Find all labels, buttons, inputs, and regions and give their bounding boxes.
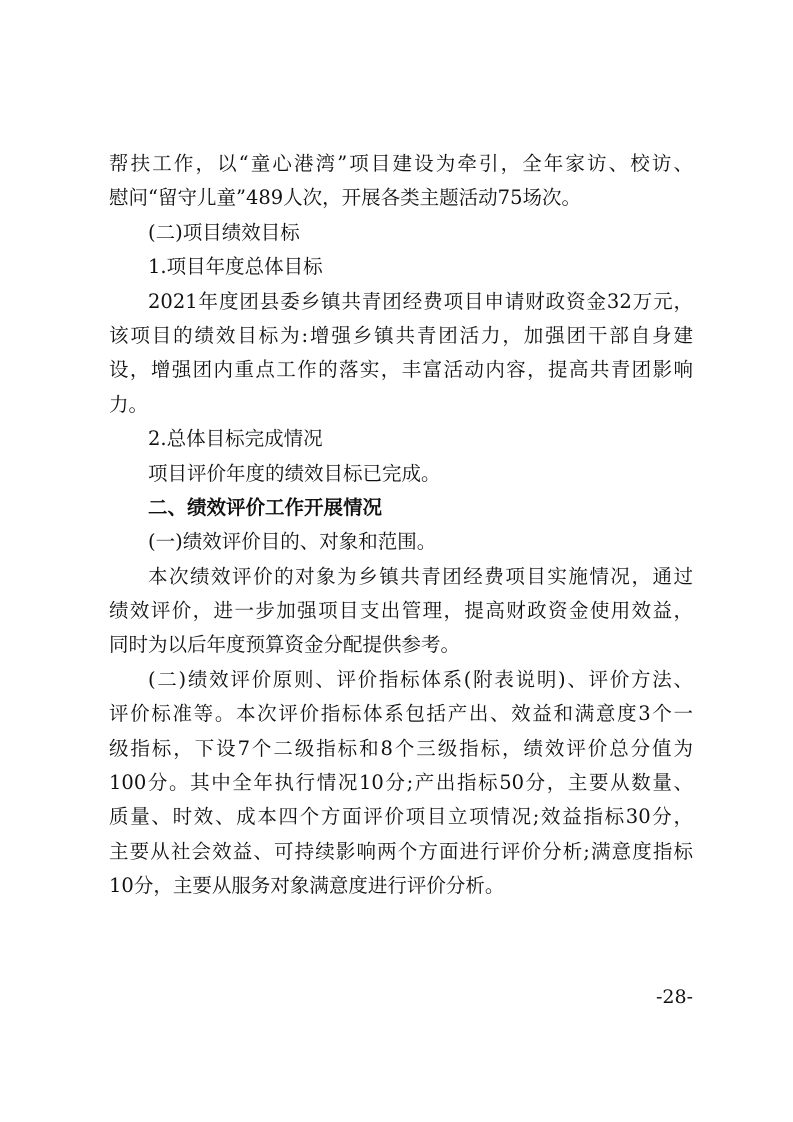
document-body (109, 147, 693, 904)
section-heading: 二、绩效评价工作开展情况 (148, 495, 383, 519)
text-line: 质量、时效、成本四个方面评价项目立项情况;效益指标30分， (109, 805, 693, 829)
text-line: (二)绩效评价原则、评价指标体系(附表说明)、评价方法、 (148, 667, 693, 691)
text-line: 力。 (109, 392, 149, 416)
section-subheading: 2.总体目标完成情况 (148, 427, 323, 451)
section-subheading: 1.项目年度总体目标 (148, 255, 323, 279)
text-line: 10分，主要从服务对象满意度进行评价分析。 (109, 874, 505, 898)
text-line: 2021年度团县委乡镇共青团经费项目申请财政资金32万元， (148, 289, 693, 313)
section-subheading: (二)项目绩效目标 (148, 220, 300, 244)
text-line: 项目评价年度的绩效目标已完成。 (148, 461, 441, 485)
section-subheading: (一)绩效评价目的、对象和范围。 (148, 530, 437, 554)
text-line: 慰问“留守儿童”489人次，开展各类主题活动75场次。 (109, 186, 581, 210)
text-line: 帮扶工作，以“童心港湾”项目建设为牵引，全年家访、校访、 (109, 152, 693, 175)
text-line: 级指标，下设7个二级指标和8个三级指标，绩效评价总分值为 (109, 736, 693, 760)
text-line: 设，增强团内重点工作的落实，丰富活动内容，提高共青团影响 (109, 358, 693, 382)
text-line: 同时为以后年度预算资金分配提供参考。 (109, 633, 461, 657)
text-line: 主要从社会效益、可持续影响两个方面进行评价分析;满意度指标 (109, 839, 693, 863)
text-line: 绩效评价，进一步加强项目支出管理，提高财政资金使用效益， (109, 599, 693, 623)
text-line: 100分。其中全年执行情况10分;产出指标50分，主要从数量、 (109, 771, 693, 795)
text-line: 评价标准等。本次评价指标体系包括产出、效益和满意度3个一 (109, 702, 693, 726)
text-line: 本次绩效评价的对象为乡镇共青团经费项目实施情况，通过 (148, 564, 693, 588)
page-number: -28- (655, 986, 693, 1008)
text-line: 该项目的绩效目标为:增强乡镇共青团活力，加强团干部自身建 (109, 323, 693, 347)
